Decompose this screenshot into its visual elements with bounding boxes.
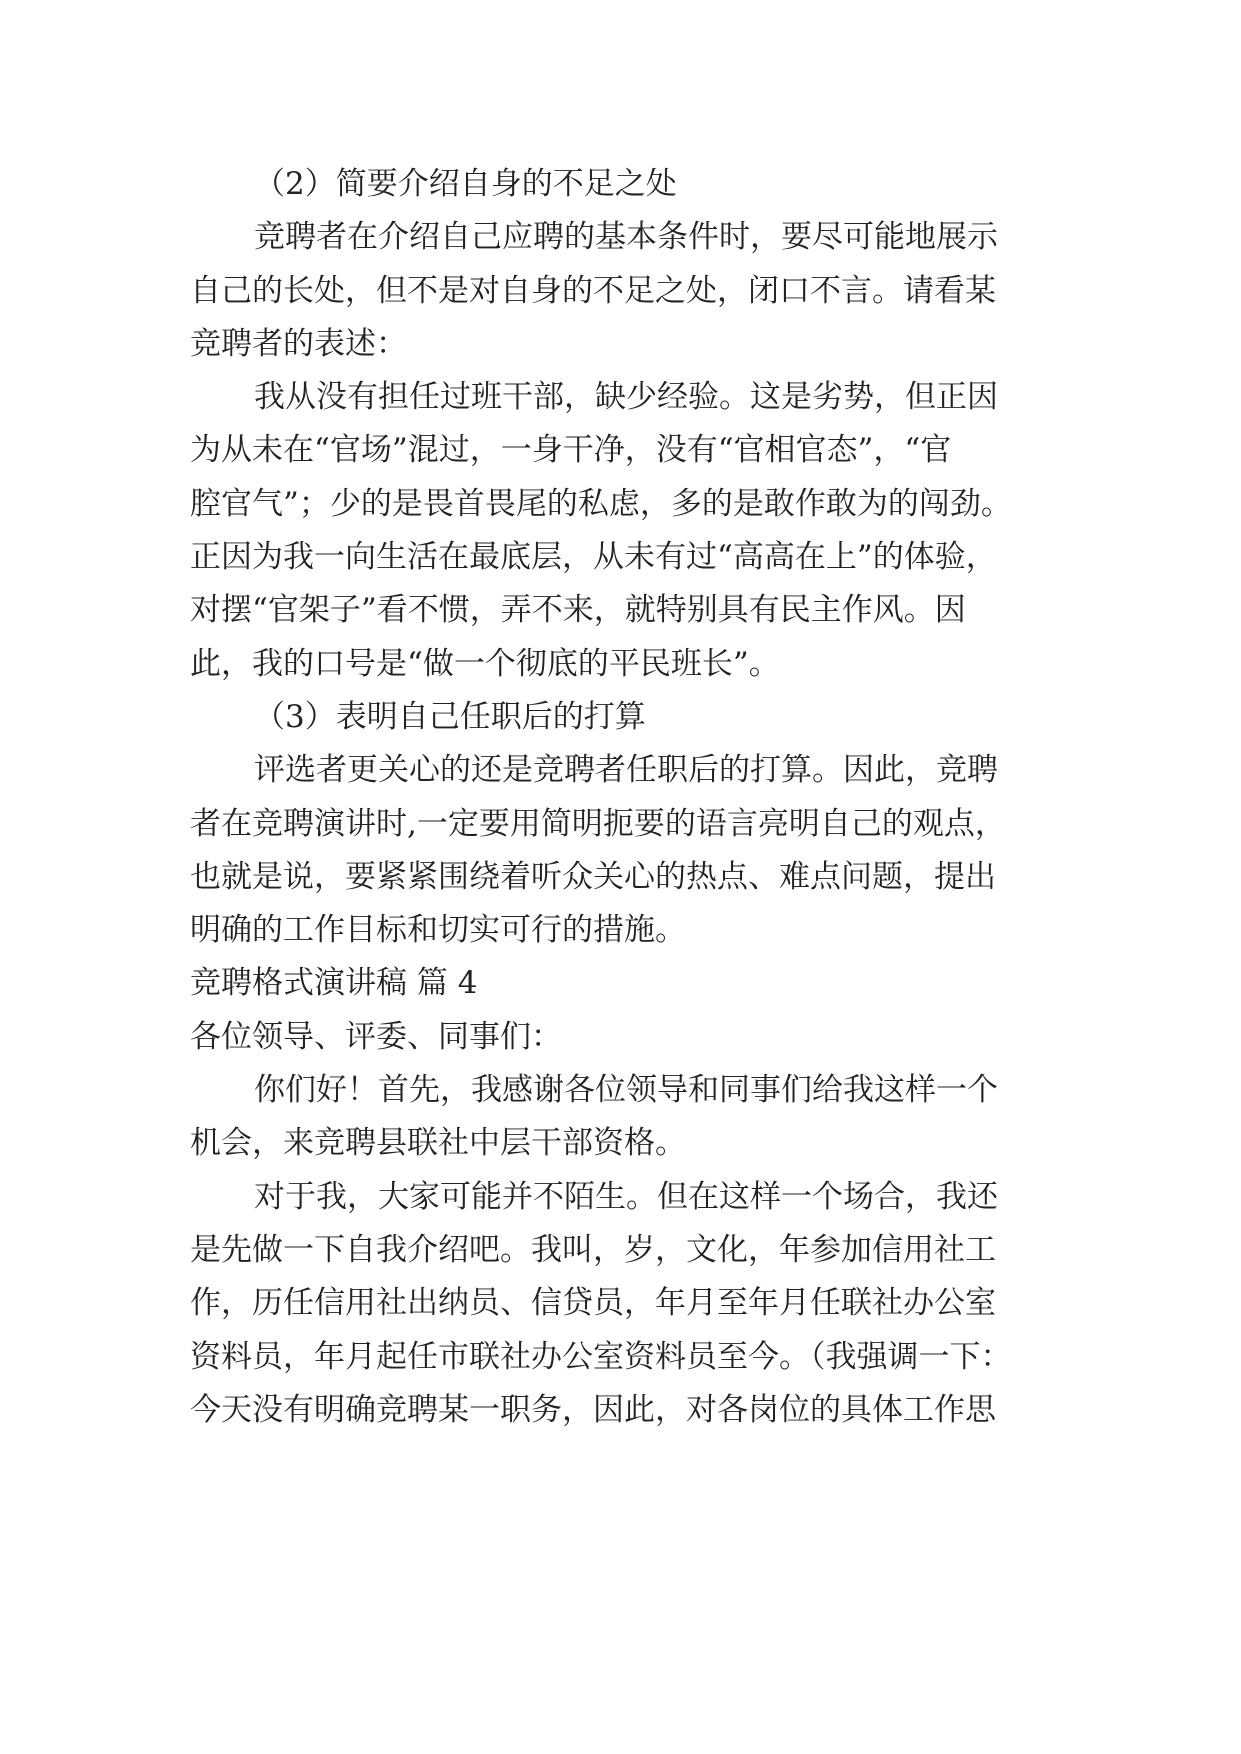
paragraph-line: 对摆“官架子”看不惯，弄不来，就特别具有民主作风。因: [190, 592, 966, 629]
section-heading: （3）表明自己任职后的打算: [254, 698, 646, 735]
paragraph-line: 我从没有担任过班干部，缺少经验。这是劣势，但正因: [254, 379, 998, 416]
paragraph-line: 明确的工作目标和切实可行的措施。: [190, 912, 686, 949]
paragraph-line: 评选者更关心的还是竞聘者任职后的打算。因此，竞聘: [254, 752, 998, 789]
paragraph-line: 者在竞聘演讲时,一定要用简明扼要的语言亮明自己的观点，: [190, 805, 1006, 842]
paragraph-line: 此，我的口号是“做一个彻底的平民班长”。: [190, 645, 780, 682]
paragraph-line: 作，历任信用社出纳员、信贷员，年月至年月任联社办公室: [190, 1285, 996, 1322]
paragraph-line: 自己的长处，但不是对自身的不足之处，闭口不言。请看某: [190, 272, 996, 309]
paragraph-line: 腔官气”；少的是畏首畏尾的私虑，多的是敢作敢为的闯劲。: [190, 485, 1012, 522]
document-body: [190, 158, 1070, 1437]
paragraph-line: 对于我，大家可能并不陌生。但在这样一个场合，我还: [254, 1178, 998, 1215]
paragraph-line: 正因为我一向生活在最底层，从未有过“高高在上”的体验，: [190, 539, 997, 576]
paragraph-line: 也就是说，要紧紧围绕着听众关心的热点、难点问题，提出: [190, 858, 996, 895]
paragraph-line: 机会，来竞聘县联社中层干部资格。: [190, 1125, 686, 1162]
paragraph-line: 竞聘者在介绍自己应聘的基本条件时，要尽可能地展示: [254, 219, 998, 256]
paragraph-line: 你们好！首先，我感谢各位领导和同事们给我这样一个: [254, 1072, 998, 1109]
paragraph-line: 今天没有明确竞聘某一职务，因此，对各岗位的具体工作思: [190, 1391, 996, 1428]
paragraph-line: 资料员，年月起任市联社办公室资料员至今。（我强调一下：: [190, 1338, 1012, 1375]
salutation: 各位领导、评委、同事们：: [190, 1018, 562, 1055]
paragraph-line: 竞聘者的表述：: [190, 325, 407, 362]
section-heading: （2）简要介绍自身的不足之处: [254, 166, 677, 202]
paragraph-line: 为从未在“官场”混过，一身干净，没有“官相官态”，“官: [190, 432, 952, 469]
article-title: 竞聘格式演讲稿 篇 4: [190, 965, 478, 1002]
paragraph-line: 是先做一下自我介绍吧。我叫，岁，文化，年参加信用社工: [190, 1231, 996, 1268]
